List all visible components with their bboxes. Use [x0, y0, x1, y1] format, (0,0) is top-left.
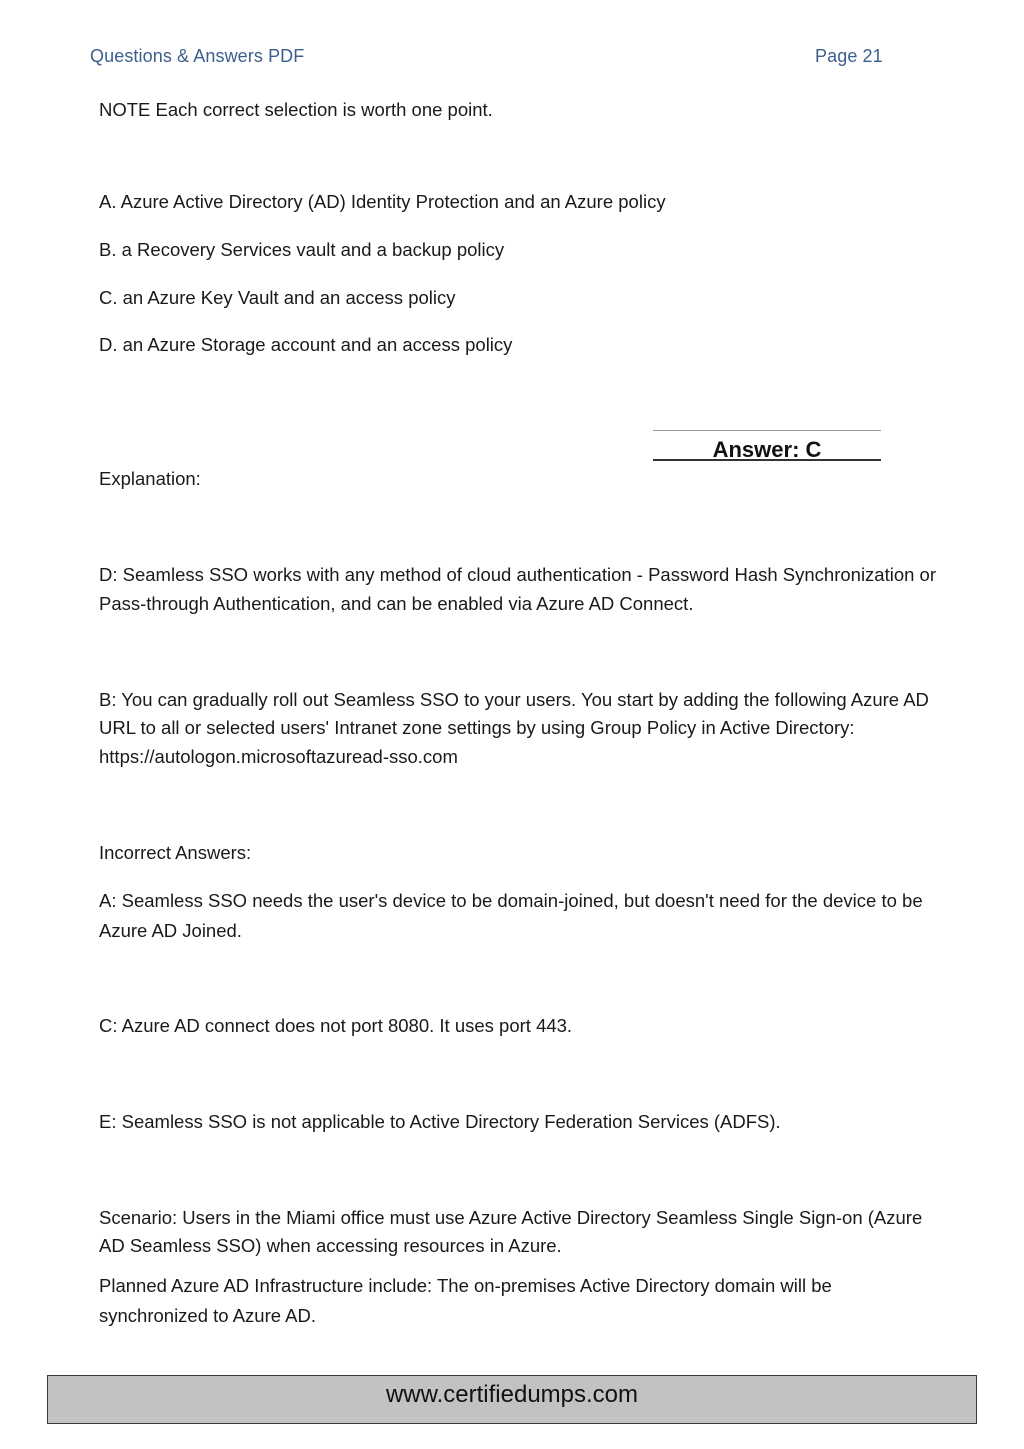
- answer-label: Answer: C: [712, 437, 822, 462]
- incorrect-a-line-2: Azure AD Joined.: [99, 920, 242, 941]
- explanation-heading: Explanation:: [99, 468, 201, 489]
- scenario-line-1: Scenario: Users in the Miami office must use Azure Active Directory Seamless Single Sign-on (Azure: [99, 1207, 923, 1228]
- question-note: NOTE Each correct selection is worth one point.: [99, 99, 493, 120]
- incorrect-c-line: C: Azure AD connect does not port 8080. It uses port 443.: [99, 1015, 573, 1036]
- explanation-d-line-2: Pass-through Authentication, and can be enabled via Azure AD Connect.: [99, 593, 694, 614]
- option-d: D. an Azure Storage account and an access policy: [99, 334, 513, 355]
- option-b: B. a Recovery Services vault and a backup policy: [99, 239, 505, 260]
- planned-line-1: Planned Azure AD Infrastructure include: The on-premises Active Directory domain will be: [99, 1275, 832, 1296]
- incorrect-answers-heading: Incorrect Answers:: [99, 842, 252, 863]
- explanation-b-line-1: B: You can gradually roll out Seamless SSO to your users. You start by adding the following Azure AD: [99, 689, 929, 710]
- footer-banner: [47, 1375, 977, 1424]
- incorrect-e-line: E: Seamless SSO is not applicable to Active Directory Federation Services (ADFS).: [99, 1111, 781, 1132]
- explanation-d-line-1: D: Seamless SSO works with any method of cloud authentication - Password Hash Synchronization or: [99, 564, 937, 585]
- planned-line-2: synchronized to Azure AD.: [99, 1305, 316, 1326]
- explanation-b-url: https://autologon.microsoftazuread-sso.com: [99, 746, 458, 767]
- option-c: C. an Azure Key Vault and an access policy: [99, 287, 456, 308]
- option-a: A. Azure Active Directory (AD) Identity Protection and an Azure policy: [99, 191, 666, 212]
- scenario-line-2: AD Seamless SSO) when accessing resources in Azure.: [99, 1235, 562, 1256]
- incorrect-a-line-1: A: Seamless SSO needs the user's device to be domain-joined, but doesn't need for the device to be: [99, 890, 923, 911]
- answer-box: [653, 430, 881, 461]
- footer-url[interactable]: www.certifiedumps.com: [385, 1381, 639, 1408]
- header-title: Questions & Answers PDF: [90, 46, 305, 66]
- explanation-b-line-2: URL to all or selected users' Intranet zone settings by using Group Policy in Active Directory:: [99, 717, 855, 738]
- page-number: Page 21: [815, 46, 883, 66]
